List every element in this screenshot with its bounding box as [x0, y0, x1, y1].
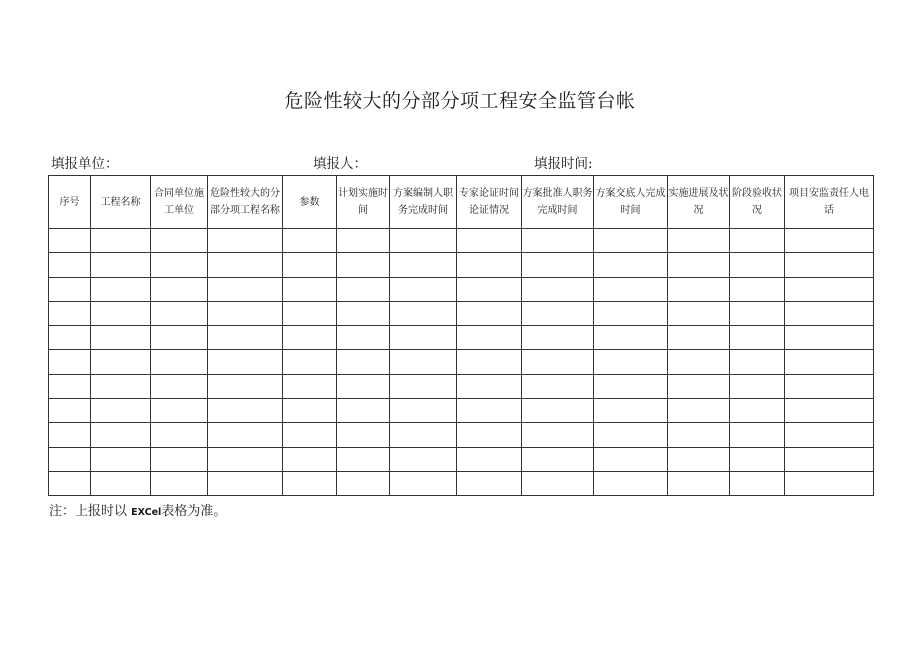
table-cell[interactable] — [91, 277, 151, 301]
table-cell[interactable] — [91, 447, 151, 471]
table-cell[interactable] — [668, 253, 730, 277]
column-header-progress: 实施进展及状况 — [668, 176, 730, 229]
table-cell[interactable] — [91, 301, 151, 325]
column-header-briefing: 方案交底人完成时间 — [594, 176, 668, 229]
table-cell[interactable] — [594, 471, 668, 495]
reporter-label: 填报人： — [313, 156, 367, 172]
table-row — [49, 326, 874, 350]
table-cell[interactable] — [390, 374, 457, 398]
table-cell[interactable] — [337, 350, 390, 374]
table-cell[interactable] — [730, 423, 785, 447]
table-cell[interactable] — [337, 277, 390, 301]
table-cell[interactable] — [283, 447, 337, 471]
table-cell[interactable] — [283, 374, 337, 398]
column-header-expert-review: 专家论证时间论证情况 — [457, 176, 522, 229]
table-cell[interactable] — [522, 253, 594, 277]
table-cell[interactable] — [522, 229, 594, 253]
table-cell[interactable] — [668, 326, 730, 350]
table-cell[interactable] — [208, 301, 283, 325]
table-cell[interactable] — [730, 253, 785, 277]
table-cell[interactable] — [594, 423, 668, 447]
table-cell[interactable] — [151, 447, 208, 471]
table-cell[interactable] — [208, 326, 283, 350]
table-cell[interactable] — [49, 253, 91, 277]
table-cell[interactable] — [457, 229, 522, 253]
column-header-hazard-work: 危险性较大的分部分项工程名称 — [208, 176, 283, 229]
table-cell[interactable] — [337, 423, 390, 447]
table-cell[interactable] — [390, 471, 457, 495]
table-cell[interactable] — [457, 471, 522, 495]
table-cell[interactable] — [208, 253, 283, 277]
table-cell[interactable] — [390, 301, 457, 325]
report-time-label: 填报时间: — [534, 156, 593, 172]
table-cell[interactable] — [457, 326, 522, 350]
table-cell[interactable] — [730, 326, 785, 350]
table-cell[interactable] — [785, 326, 874, 350]
table-cell[interactable] — [785, 350, 874, 374]
column-header-project-name: 工程名称 — [91, 176, 151, 229]
table-cell[interactable] — [457, 447, 522, 471]
table-cell[interactable] — [730, 399, 785, 423]
table-cell[interactable] — [457, 399, 522, 423]
footnote-excel: EXCel — [131, 507, 162, 518]
table-cell[interactable] — [522, 350, 594, 374]
table-row — [49, 423, 874, 447]
table-cell[interactable] — [91, 253, 151, 277]
table-cell[interactable] — [785, 277, 874, 301]
table-cell[interactable] — [91, 326, 151, 350]
table-row — [49, 447, 874, 471]
table-cell[interactable] — [91, 229, 151, 253]
table-cell[interactable] — [457, 253, 522, 277]
table-cell[interactable] — [785, 301, 874, 325]
table-cell[interactable] — [730, 447, 785, 471]
table-header-row — [49, 176, 874, 229]
table-cell[interactable] — [730, 277, 785, 301]
table-cell[interactable] — [668, 350, 730, 374]
table-cell[interactable] — [208, 423, 283, 447]
table-cell[interactable] — [730, 471, 785, 495]
table-cell[interactable] — [668, 399, 730, 423]
column-header-acceptance: 阶段验收状况 — [730, 176, 785, 229]
table-cell[interactable] — [49, 326, 91, 350]
table-cell[interactable] — [594, 229, 668, 253]
report-unit-label: 填报单位： — [51, 156, 119, 172]
table-cell[interactable] — [390, 350, 457, 374]
table-cell[interactable] — [151, 471, 208, 495]
table-cell[interactable] — [785, 423, 874, 447]
column-header-parameters: 参数 — [283, 176, 337, 229]
column-header-contractor: 合同单位施工单位 — [151, 176, 208, 229]
table-cell[interactable] — [785, 471, 874, 495]
table-cell[interactable] — [283, 350, 337, 374]
table-cell[interactable] — [594, 350, 668, 374]
table-cell[interactable] — [337, 229, 390, 253]
footnote — [49, 500, 226, 519]
table-cell[interactable] — [785, 229, 874, 253]
table-cell[interactable] — [91, 350, 151, 374]
table-row — [49, 350, 874, 374]
table-cell[interactable] — [668, 374, 730, 398]
table-cell[interactable] — [785, 374, 874, 398]
table-cell[interactable] — [457, 423, 522, 447]
table-cell[interactable] — [390, 253, 457, 277]
table-cell[interactable] — [151, 253, 208, 277]
table-cell[interactable] — [457, 301, 522, 325]
table-cell[interactable] — [283, 471, 337, 495]
table-cell[interactable] — [283, 399, 337, 423]
table-cell[interactable] — [668, 423, 730, 447]
table-cell[interactable] — [594, 253, 668, 277]
footnote-suffix: 表格为准。 — [161, 504, 227, 519]
column-header-index: 序号 — [49, 176, 91, 229]
table-cell[interactable] — [49, 277, 91, 301]
table-cell[interactable] — [49, 471, 91, 495]
table-cell[interactable] — [337, 253, 390, 277]
table-cell[interactable] — [49, 447, 91, 471]
table-cell[interactable] — [390, 326, 457, 350]
table-cell[interactable] — [49, 423, 91, 447]
table-cell[interactable] — [594, 277, 668, 301]
table-cell[interactable] — [151, 277, 208, 301]
table-cell[interactable] — [594, 374, 668, 398]
table-cell[interactable] — [49, 374, 91, 398]
table-cell[interactable] — [283, 301, 337, 325]
table-cell[interactable] — [390, 229, 457, 253]
table-cell[interactable] — [390, 423, 457, 447]
table-cell[interactable] — [283, 326, 337, 350]
table-cell[interactable] — [208, 229, 283, 253]
table-cell[interactable] — [151, 301, 208, 325]
table-row — [49, 399, 874, 423]
table-cell[interactable] — [208, 350, 283, 374]
table-cell[interactable] — [730, 229, 785, 253]
table-cell[interactable] — [151, 229, 208, 253]
table-row — [49, 374, 874, 398]
table-cell[interactable] — [49, 229, 91, 253]
table-cell[interactable] — [668, 447, 730, 471]
table-cell[interactable] — [594, 447, 668, 471]
table-row — [49, 277, 874, 301]
table-cell[interactable] — [208, 471, 283, 495]
table-cell[interactable] — [522, 423, 594, 447]
table-cell[interactable] — [785, 253, 874, 277]
table-cell[interactable] — [337, 447, 390, 471]
table-cell[interactable] — [390, 447, 457, 471]
footnote-prefix: 注：上报时以 — [49, 504, 128, 519]
table-cell[interactable] — [208, 447, 283, 471]
table-cell[interactable] — [337, 374, 390, 398]
table-row — [49, 253, 874, 277]
table-cell[interactable] — [49, 399, 91, 423]
table-cell[interactable] — [730, 374, 785, 398]
table-cell[interactable] — [457, 374, 522, 398]
table-cell[interactable] — [337, 471, 390, 495]
table-cell[interactable] — [522, 277, 594, 301]
table-cell[interactable] — [785, 399, 874, 423]
table-cell[interactable] — [594, 326, 668, 350]
table-cell[interactable] — [151, 350, 208, 374]
table-cell[interactable] — [91, 471, 151, 495]
table-cell[interactable] — [337, 326, 390, 350]
table-cell[interactable] — [208, 277, 283, 301]
table-cell[interactable] — [337, 301, 390, 325]
table-cell[interactable] — [49, 301, 91, 325]
table-cell[interactable] — [283, 277, 337, 301]
table-cell[interactable] — [522, 399, 594, 423]
table-cell[interactable] — [457, 350, 522, 374]
table-cell[interactable] — [283, 423, 337, 447]
table-cell[interactable] — [668, 301, 730, 325]
table-cell[interactable] — [668, 277, 730, 301]
table-cell[interactable] — [151, 374, 208, 398]
column-header-safety-contact: 项目安监责任人电话 — [785, 176, 874, 229]
table-cell[interactable] — [91, 374, 151, 398]
table-cell[interactable] — [522, 374, 594, 398]
table-row — [49, 471, 874, 495]
ledger-table — [48, 175, 874, 496]
table-cell[interactable] — [730, 350, 785, 374]
table-cell[interactable] — [91, 399, 151, 423]
table-cell[interactable] — [91, 423, 151, 447]
table-row — [49, 301, 874, 325]
table-row — [49, 229, 874, 253]
column-header-planned-time: 计划实施时间 — [337, 176, 390, 229]
table-cell[interactable] — [457, 277, 522, 301]
table-cell[interactable] — [522, 326, 594, 350]
table-cell[interactable] — [208, 374, 283, 398]
table-cell[interactable] — [337, 399, 390, 423]
table-cell[interactable] — [283, 229, 337, 253]
table-cell[interactable] — [49, 350, 91, 374]
table-cell[interactable] — [668, 471, 730, 495]
column-header-plan-author: 方案编制人职务完成时间 — [390, 176, 457, 229]
table-cell[interactable] — [151, 399, 208, 423]
table-cell[interactable] — [594, 301, 668, 325]
table-cell[interactable] — [785, 447, 874, 471]
table-cell[interactable] — [283, 253, 337, 277]
table-cell[interactable] — [151, 423, 208, 447]
table-cell[interactable] — [522, 301, 594, 325]
table-cell[interactable] — [522, 471, 594, 495]
table-cell[interactable] — [522, 447, 594, 471]
table-cell[interactable] — [151, 326, 208, 350]
table-cell[interactable] — [390, 399, 457, 423]
column-header-plan-approver: 方案批准人职务完成时间 — [522, 176, 594, 229]
table-cell[interactable] — [730, 301, 785, 325]
ledger-body — [49, 229, 874, 496]
page-title: 危险性较大的分部分项工程安全监管台帐 — [284, 90, 636, 112]
table-cell[interactable] — [390, 277, 457, 301]
table-cell[interactable] — [594, 399, 668, 423]
table-cell[interactable] — [208, 399, 283, 423]
table-cell[interactable] — [668, 229, 730, 253]
